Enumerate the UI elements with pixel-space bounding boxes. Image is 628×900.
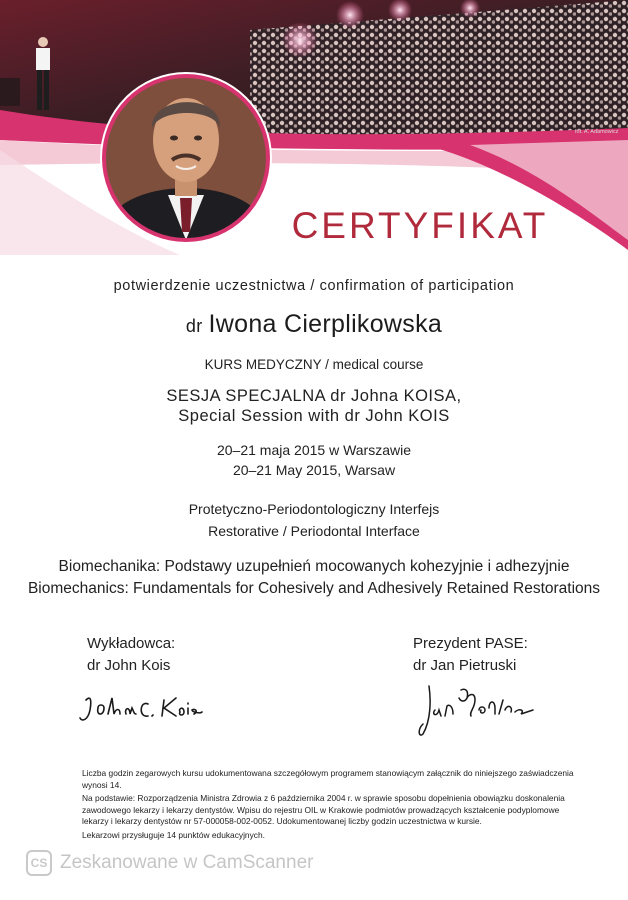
footer-legal: Na podstawie: Rozporządzenia Ministra Zdrowia z 6 października 2004 r. w sprawie sposobu dopełnienia obowiązku doskonalenia zawodowego lekarzy i lekarzy dentystów. Wpisu do rejestru OIL w Krakowie podmiotów prowadzących kształcenie podyplomowe lekarzy i lekarzy dentystów nr 57-000058-002-0052. Udokumentowanej liczby godzin uczestnictwa w kursie. (82, 793, 565, 826)
president-signature (415, 680, 545, 740)
date-pl: 20–21 maja 2015 w Warszawie (216, 442, 412, 458)
topic-en: Restorative / Periodontal Interface (208, 523, 420, 539)
session-block (0, 386, 628, 426)
biomechanics-block (0, 556, 628, 600)
course-type: KURS MEDYCZNY / medical course (204, 357, 424, 372)
president-block (413, 633, 528, 677)
confirmation-line: potwierdzenie uczestnictwa / confirmation of participation (113, 278, 515, 294)
biomechanics-pl: Biomechanika: Podstawy uzupełnień mocowanych kohezyjnie i adhezyjnie (58, 558, 570, 575)
lecturer-label: Wykładowca: (87, 635, 176, 652)
footer-hours: Liczba godzin zegarowych kursu udokumentowana szczegółowym programem stanowiącym załącznik do niniejszego zaświadczenia wynosi 14. (82, 768, 574, 790)
lecturer-block (87, 633, 175, 677)
watermark-text: Zeskanowane w CamScanner (60, 852, 314, 873)
camscanner-watermark (26, 849, 313, 877)
footer-notes (82, 768, 582, 843)
biomechanics-en: Biomechanics: Fundamentals for Cohesively and Adhesively Retained Restorations (27, 580, 601, 597)
session-title-pl: SESJA SPECJALNA dr Johna KOISA, (166, 387, 462, 405)
topic-pl: Protetyczno-Periodontologiczny Interfejs (188, 501, 440, 517)
date-en: 20–21 May 2015, Warsaw (232, 462, 396, 478)
recipient-prefix: dr (185, 316, 203, 336)
certificate-title: CERTYFIKAT (291, 205, 549, 246)
footer-points: Lekarzowi przysługuje 14 punktów edukacyjnych. (82, 829, 265, 840)
president-label: Prezydent PASE: (413, 635, 528, 652)
photo-credit: fot. A. Adamowicz (575, 129, 619, 135)
dates-block (0, 440, 628, 480)
president-name: dr Jan Pietruski (413, 657, 517, 674)
lecturer-name: dr John Kois (87, 657, 171, 674)
recipient (0, 310, 628, 339)
lecturer-signature (78, 690, 208, 730)
session-title-en: Special Session with dr John KOIS (178, 407, 450, 425)
recipient-name: Iwona Cierplikowska (208, 310, 443, 338)
topic-block (0, 498, 628, 542)
camscanner-logo-icon: CS (26, 850, 52, 876)
